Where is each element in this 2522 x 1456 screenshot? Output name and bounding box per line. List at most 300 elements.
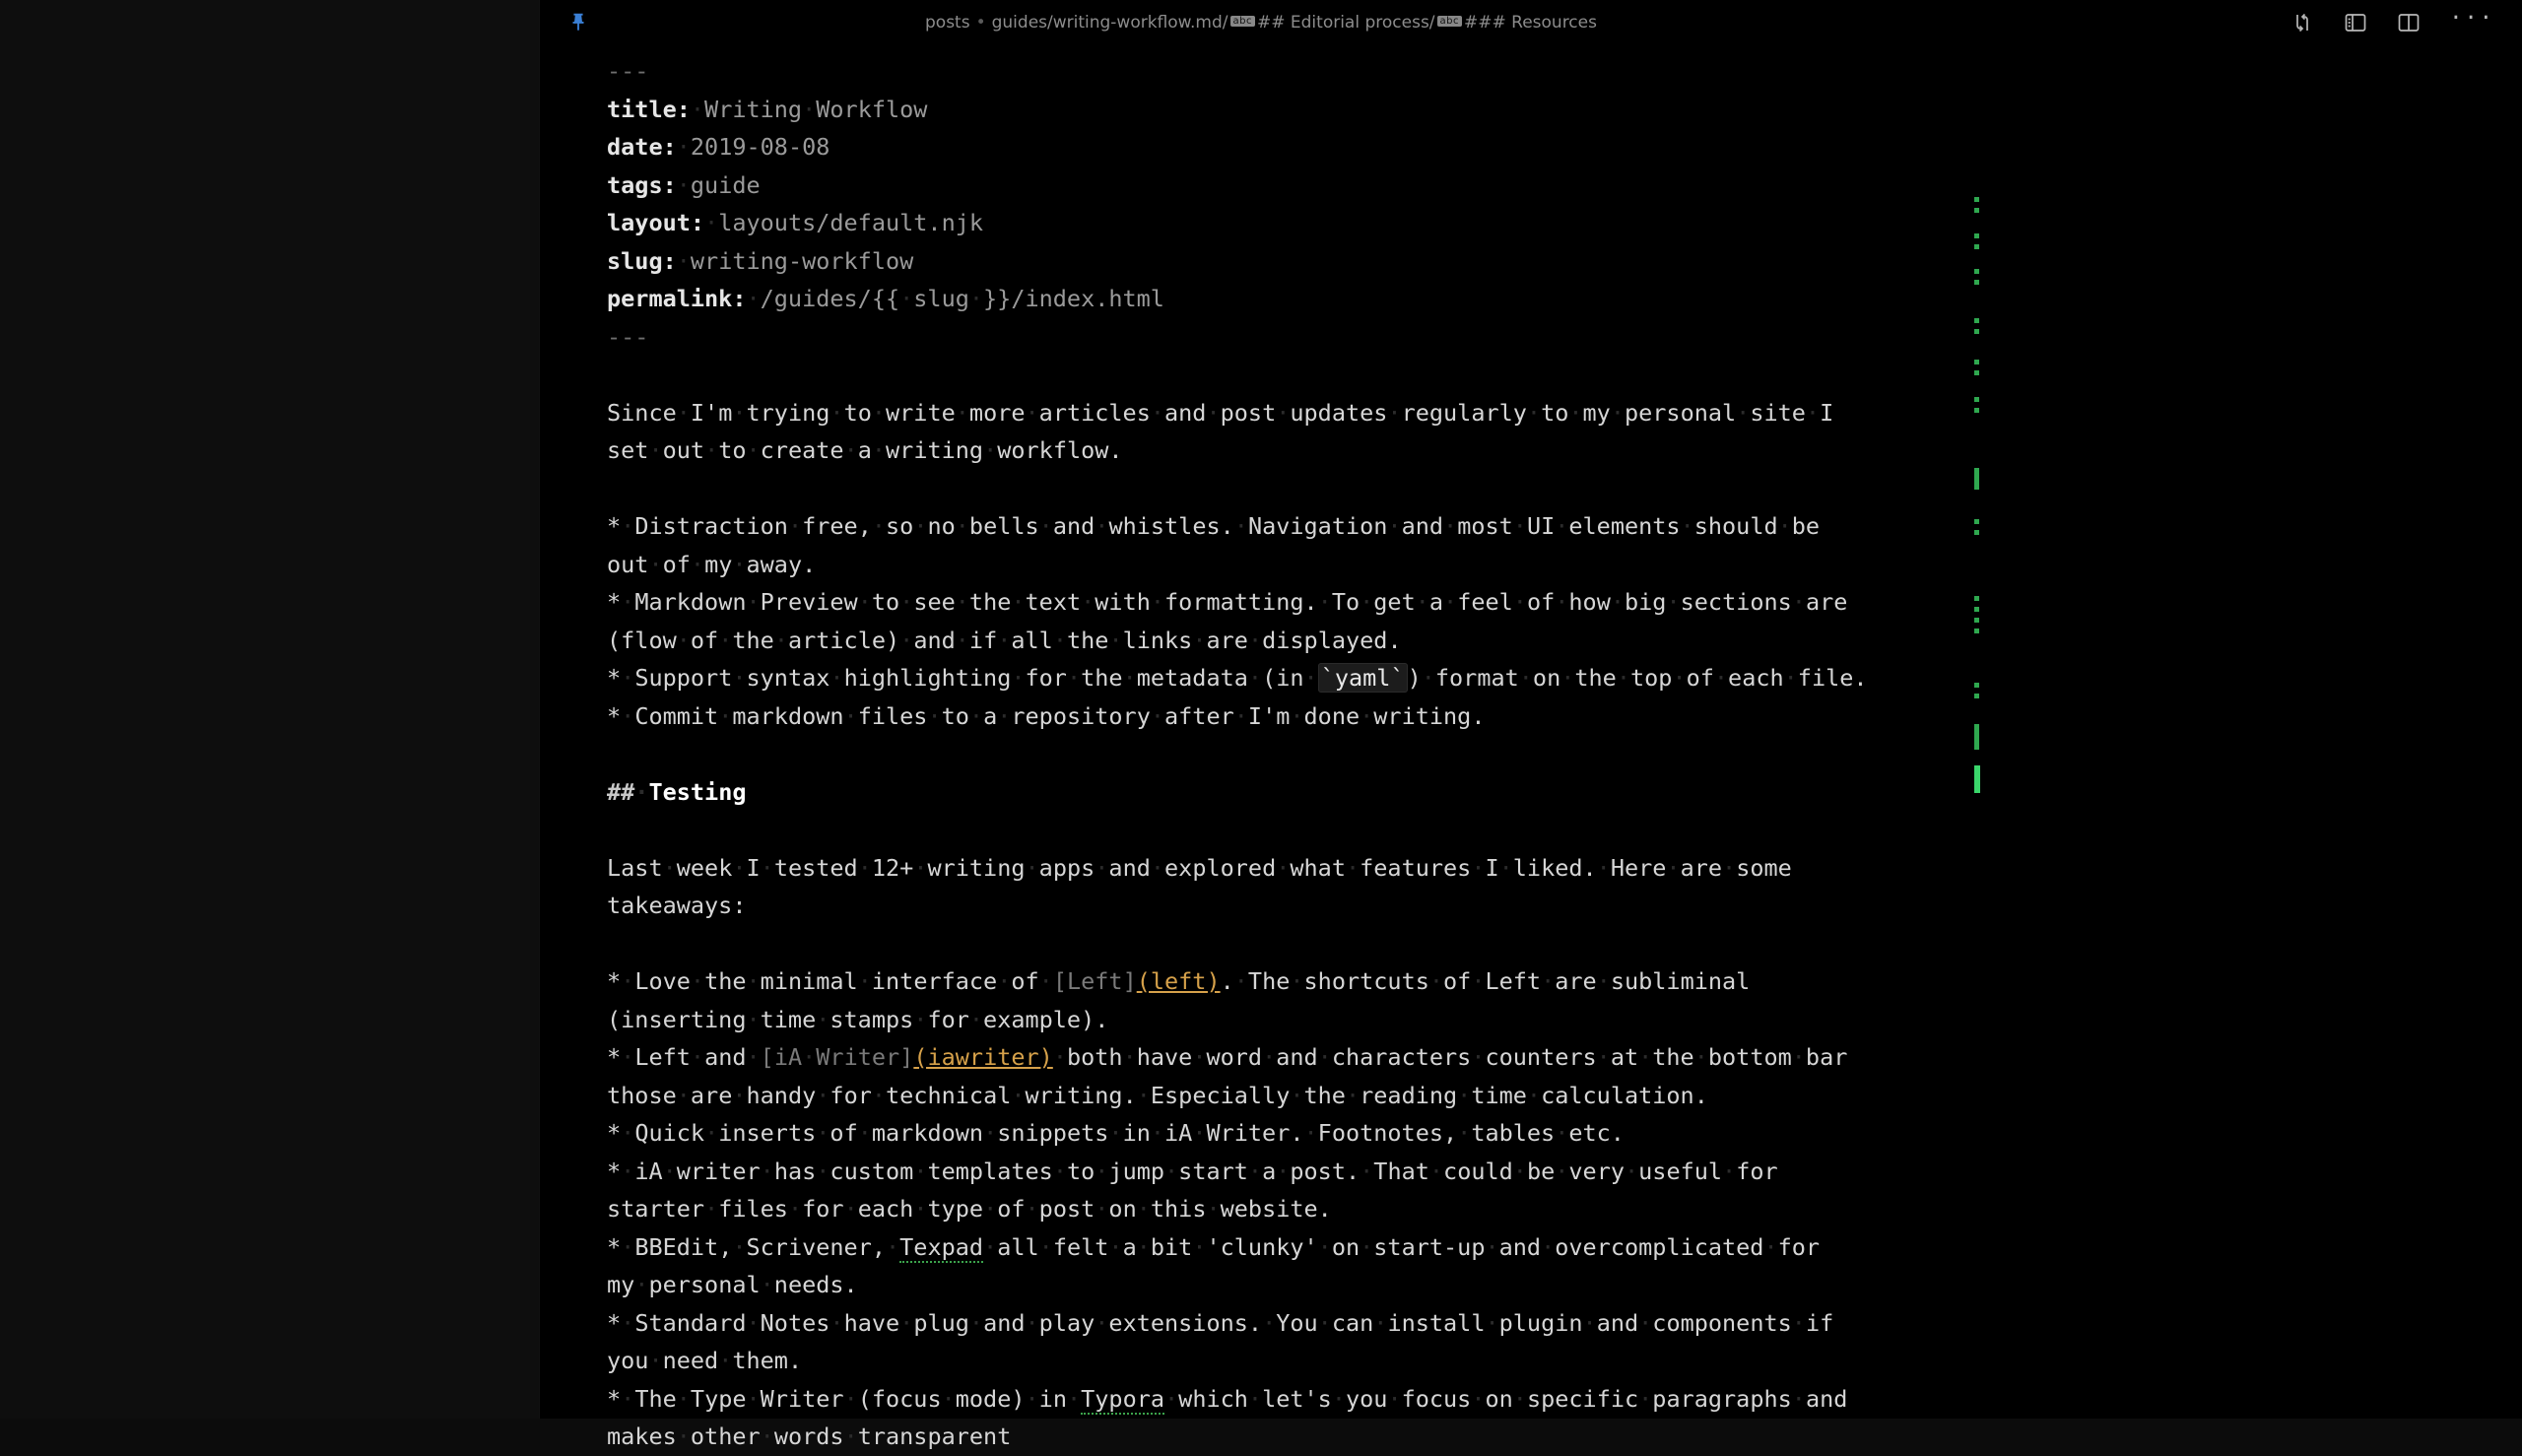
space-dot: · <box>816 1157 830 1185</box>
space-dot: · <box>983 1195 998 1223</box>
editor-line[interactable] <box>540 1077 2522 1115</box>
space-dot: · <box>621 1043 635 1071</box>
editor-line[interactable] <box>540 546 2522 584</box>
space-dot: · <box>1555 1157 1569 1185</box>
space-dot: · <box>760 1423 774 1450</box>
space-dot: · <box>746 285 761 312</box>
space-dot: · <box>955 398 969 427</box>
space-dot: · <box>997 967 1012 995</box>
space-dot: · <box>830 1308 844 1337</box>
space-dot: · <box>1722 853 1737 882</box>
space-dot: · <box>773 626 788 654</box>
space-dot: · <box>1526 398 1542 427</box>
editor-line[interactable] <box>540 622 2522 660</box>
space-dot: · <box>1233 967 1248 995</box>
line-text: --- <box>607 57 649 85</box>
space-dot: · <box>718 626 733 654</box>
line-text: --- <box>607 322 649 351</box>
markdown-document[interactable] <box>540 52 2522 1456</box>
editor-line[interactable] <box>540 1114 2522 1153</box>
line-text: writing-workflow <box>690 246 914 275</box>
line-text: /index.html <box>1011 285 1164 312</box>
space-dot: · <box>1150 588 1165 616</box>
space-dot: · <box>1736 398 1751 427</box>
editor-line[interactable] <box>540 811 2522 849</box>
space-dot: · <box>1387 512 1402 540</box>
space-dot: · <box>621 1119 635 1147</box>
space-dot: · <box>676 398 691 427</box>
space-dot: · <box>1791 588 1806 616</box>
line-text <box>634 778 648 806</box>
space-dot: · <box>955 588 969 616</box>
misspelled-word[interactable]: Texpad <box>899 1232 984 1261</box>
breadcrumb-part-1[interactable]: posts <box>925 12 970 33</box>
space-dot: · <box>1025 1384 1039 1413</box>
line-text: *·Markdown·Preview·to·see·the·text·with·formatting.·To·get·a·feel·of·how·big·sections·are <box>607 588 1848 616</box>
space-dot: · <box>746 1308 761 1337</box>
space-dot: · <box>1625 1157 1639 1185</box>
space-dot: · <box>1317 1308 1332 1337</box>
space-dot: · <box>927 701 942 730</box>
space-dot: · <box>1025 1195 1039 1223</box>
line-text: guide <box>690 170 761 199</box>
space-dot: · <box>746 967 761 995</box>
space-dot: · <box>1387 398 1402 427</box>
editor-line[interactable] <box>540 394 2522 432</box>
editor-line[interactable] <box>540 849 2522 888</box>
breadcrumb-part-4[interactable]: ### Resources <box>1464 12 1597 33</box>
space-dot: · <box>718 701 733 730</box>
editor-line[interactable] <box>540 280 2522 318</box>
editor-line[interactable] <box>540 128 2522 166</box>
space-dot: · <box>676 1423 691 1450</box>
space-dot: · <box>1290 1081 1304 1109</box>
space-dot: · <box>1387 1384 1402 1413</box>
space-dot: · <box>1471 1384 1486 1413</box>
editor-line[interactable] <box>540 583 2522 622</box>
space-dot: · <box>1247 1157 1263 1185</box>
editor-line[interactable] <box>540 659 2522 697</box>
space-dot: · <box>871 436 887 464</box>
line-text: *·iA·writer·has·custom·templates·to·jump·start·a·post.·That·could·be·very·useful·for <box>607 1157 1778 1185</box>
space-dot: · <box>1150 853 1165 882</box>
space-dot: · <box>1011 588 1026 616</box>
space-dot: · <box>1805 398 1821 427</box>
space-dot: · <box>816 1081 830 1109</box>
space-dot: · <box>899 626 914 654</box>
line-text: ·both·have·word·and·characters·counters·at·the·bottom·bar <box>1052 1043 1848 1071</box>
space-dot: · <box>1290 967 1304 995</box>
frontmatter-key: date: <box>607 133 677 161</box>
space-dot: · <box>746 1043 761 1071</box>
space-dot: · <box>1276 1157 1291 1185</box>
editor-line[interactable] <box>540 1001 2522 1039</box>
space-dot: · <box>1443 588 1458 616</box>
space-dot: · <box>857 588 872 616</box>
line-text: Last·week·I·tested·12+·writing·apps·and·explored·what·features·I·liked.·Here·are·some <box>607 853 1792 882</box>
space-dot: · <box>1666 588 1681 616</box>
line-text: starter·files·for·each·type·of·post·on·this·website. <box>607 1195 1332 1223</box>
space-dot: · <box>983 1232 998 1261</box>
space-dot: · <box>1095 1157 1109 1185</box>
space-dot: · <box>704 1195 719 1223</box>
space-dot: · <box>830 398 844 427</box>
space-dot: · <box>1233 701 1248 730</box>
space-dot: · <box>857 1119 872 1147</box>
space-dot: · <box>1722 1157 1737 1185</box>
editor-line[interactable] <box>540 887 2522 925</box>
editor-line[interactable] <box>540 925 2522 963</box>
space-dot: · <box>843 1423 858 1450</box>
space-dot: · <box>732 1081 747 1109</box>
space-dot: · <box>1555 1119 1569 1147</box>
space-dot: · <box>1095 1308 1109 1337</box>
space-dot: · <box>1791 1308 1806 1337</box>
space-dot: · <box>1150 701 1165 730</box>
space-dot: · <box>1471 1043 1486 1071</box>
space-dot: · <box>648 436 663 464</box>
line-text: my·personal·needs. <box>607 1271 858 1298</box>
editor-line[interactable] <box>540 431 2522 470</box>
space-dot: · <box>968 285 984 312</box>
space-dot: · <box>634 1271 649 1298</box>
space-dot: · <box>1672 664 1687 692</box>
space-dot: · <box>1638 1384 1653 1413</box>
space-dot: · <box>1095 1195 1109 1223</box>
space-dot: · <box>676 1081 691 1109</box>
space-dot: · <box>1052 626 1067 654</box>
space-dot: · <box>1136 1081 1151 1109</box>
space-dot: · <box>899 588 914 616</box>
space-dot: · <box>704 1119 719 1147</box>
abc-badge-1: abc <box>1230 16 1255 27</box>
space-dot: · <box>1415 588 1429 616</box>
space-dot: · <box>662 1157 677 1185</box>
heading-text: Testing <box>648 777 747 806</box>
editor-line[interactable] <box>540 318 2522 357</box>
link-label <box>1053 967 1137 995</box>
space-dot: · <box>1512 588 1527 616</box>
space-dot: · <box>746 588 761 616</box>
line-text: takeaways: <box>607 892 747 919</box>
space-dot: · <box>899 1308 914 1337</box>
frontmatter-key: tags: <box>607 170 677 199</box>
space-dot: · <box>732 398 747 427</box>
space-dot: · <box>857 853 872 882</box>
space-dot: · <box>732 550 747 578</box>
space-dot: · <box>1164 1384 1179 1413</box>
space-dot: · <box>1136 1232 1151 1261</box>
editor-line[interactable] <box>540 773 2522 812</box>
space-dot: · <box>913 512 928 540</box>
editor-line[interactable] <box>540 91 2522 129</box>
line-text: *·Left·and· <box>607 1043 761 1071</box>
space-dot: · <box>1512 1384 1527 1413</box>
space-dot: · <box>843 1195 858 1223</box>
space-dot: · <box>787 512 803 540</box>
space-dot: · <box>1457 1119 1472 1147</box>
space-dot: · <box>1262 1308 1277 1337</box>
space-dot: · <box>941 1384 956 1413</box>
editor-line[interactable] <box>540 962 2522 1001</box>
editor-line[interactable] <box>540 735 2522 773</box>
space-dot: · <box>648 550 663 578</box>
space-dot: · <box>1345 853 1361 882</box>
space-dot: · <box>1560 664 1575 692</box>
editor-line[interactable] <box>540 1342 2522 1380</box>
line-text <box>691 96 704 123</box>
space-dot: · <box>1541 967 1556 995</box>
title-bar <box>0 0 2522 44</box>
editor-line[interactable] <box>540 697 2522 736</box>
line-text <box>677 133 691 161</box>
space-dot: · <box>857 967 872 995</box>
editor-line[interactable] <box>540 1380 2522 1419</box>
space-dot: · <box>704 209 719 236</box>
space-dot: · <box>843 701 858 730</box>
space-dot: · <box>1122 1043 1137 1071</box>
line-text <box>704 209 718 236</box>
space-dot: · <box>1791 1043 1806 1071</box>
line-text: .·The·shortcuts·of·Left·are·subliminal <box>1220 967 1751 995</box>
space-dot: · <box>1052 1043 1067 1071</box>
space-dot: · <box>1713 664 1729 692</box>
space-dot: · <box>913 1195 928 1223</box>
space-dot: · <box>1303 1119 1318 1147</box>
space-dot: · <box>690 550 705 578</box>
space-dot: · <box>1108 626 1123 654</box>
space-dot: · <box>676 246 691 275</box>
space-dot: · <box>1791 1384 1806 1413</box>
line-text: Writing·Workflow <box>704 95 928 123</box>
link-label <box>761 1043 914 1071</box>
space-dot: · <box>1317 1232 1332 1261</box>
editor-line[interactable] <box>540 507 2522 546</box>
space-dot: · <box>1555 512 1569 540</box>
space-dot: · <box>816 1005 830 1033</box>
space-dot: · <box>1025 398 1039 427</box>
space-dot: · <box>1095 853 1109 882</box>
misspelled-word[interactable]: Typora <box>1081 1384 1165 1413</box>
line-text: out·of·my·away. <box>607 550 817 578</box>
more-options-icon[interactable]: ··· <box>2449 5 2494 31</box>
space-dot: · <box>690 1043 705 1071</box>
sync-icon[interactable] <box>2290 10 2315 35</box>
line-text: 2019-08-08 <box>690 133 830 161</box>
space-dot: · <box>662 853 677 882</box>
line-text: ·which·let's·you·focus·on·specific·paragraphs·and <box>1164 1384 1848 1413</box>
editor-line[interactable] <box>540 52 2522 91</box>
line-text: makes·other·words·transparent <box>607 1423 1012 1450</box>
space-dot: · <box>1164 1157 1179 1185</box>
frontmatter-key: permalink: <box>607 285 747 312</box>
space-dot: · <box>1108 1119 1123 1147</box>
editor-line[interactable] <box>540 1190 2522 1228</box>
space-dot: · <box>1541 1232 1556 1261</box>
template-expression <box>872 285 1012 312</box>
editor-line[interactable] <box>540 1418 2522 1456</box>
line-text: those·are·handy·for·technical·writing.·Especially·the·reading·time·calculation. <box>607 1081 1708 1109</box>
space-dot: · <box>621 1232 635 1261</box>
space-dot: · <box>1680 512 1694 540</box>
link-target[interactable]: (iawriter) <box>913 1043 1053 1071</box>
breadcrumb-part-2[interactable]: guides/writing-workflow.md/ <box>991 12 1228 33</box>
space-dot: · <box>1555 588 1569 616</box>
space-dot: · <box>997 701 1012 730</box>
space-dot: · <box>1471 853 1486 882</box>
editor-line[interactable] <box>540 356 2522 394</box>
space-dot: · <box>1233 512 1248 540</box>
space-dot: · <box>1247 664 1263 692</box>
space-dot: · <box>1638 1043 1653 1071</box>
space-dot: · <box>1443 512 1458 540</box>
space-dot: · <box>1498 853 1513 882</box>
space-dot: · <box>1290 701 1304 730</box>
space-dot: · <box>955 512 969 540</box>
space-dot: · <box>1693 1043 1708 1071</box>
inline-code: `yaml` <box>1318 663 1408 693</box>
frontmatter-key: slug: <box>607 246 677 275</box>
line-text: )·format·on·the·top·of·each·file. <box>1407 664 1868 692</box>
space-dot: · <box>1360 1232 1374 1261</box>
space-dot: · <box>1038 967 1053 995</box>
space-dot: · <box>1150 398 1165 427</box>
line-text: ·/guides/ <box>746 285 872 312</box>
split-view-icon[interactable] <box>2396 10 2422 35</box>
space-dot: · <box>1345 1081 1361 1109</box>
line-text: [iA·Writer] <box>760 1043 914 1071</box>
space-dot: · <box>1317 1043 1332 1071</box>
editor-line[interactable] <box>540 1228 2522 1267</box>
space-dot: · <box>690 95 705 123</box>
space-dot: · <box>648 1347 663 1374</box>
line-text: ·all·felt·a·bit·'clunky'·on·start-up·and·overcomplicated·for <box>983 1232 1821 1261</box>
space-dot: · <box>1331 1384 1346 1413</box>
space-dot: · <box>704 436 719 464</box>
space-dot: · <box>621 967 635 995</box>
space-dot: · <box>621 701 635 730</box>
space-dot: · <box>760 853 774 882</box>
editor-line[interactable] <box>540 1038 2522 1077</box>
space-dot: · <box>1596 853 1611 882</box>
line-text: *·Distraction·free,·so·no·bells·and·whistles.·Navigation·and·most·UI·elements·should·be <box>607 512 1821 540</box>
space-dot: · <box>1122 664 1137 692</box>
line-text: *·Support·syntax·highlighting·for·the·metadata·(in· <box>607 664 1318 692</box>
scroll-rail[interactable] <box>2518 44 2522 1419</box>
space-dot: · <box>830 664 844 692</box>
line-text: *·Commit·markdown·files·to·a·repository·after·I'm·done·writing. <box>607 701 1486 730</box>
space-dot: · <box>1206 1195 1221 1223</box>
space-dot: · <box>899 285 914 312</box>
line-text: {{·slug·}} <box>871 285 1012 312</box>
editor-line[interactable] <box>540 204 2522 242</box>
space-dot: · <box>955 626 969 654</box>
line-text: *·Quick·inserts·of·markdown·snippets·in·iA·Writer.·Footnotes,·tables·etc. <box>607 1119 1625 1147</box>
panel-layout-icon[interactable] <box>2343 10 2368 35</box>
breadcrumb <box>0 0 2522 44</box>
space-dot: · <box>1276 398 1291 427</box>
space-dot: · <box>1136 1195 1151 1223</box>
line-text: *·The·Type·Writer·(focus·mode)·in· <box>607 1384 1082 1413</box>
breadcrumb-part-3[interactable]: ## Editorial process/ <box>1257 12 1435 33</box>
space-dot: · <box>968 701 984 730</box>
line-text: you·need·them. <box>607 1347 803 1374</box>
space-dot: · <box>1108 1232 1123 1261</box>
space-dot: · <box>746 436 761 464</box>
link-target[interactable]: (left) <box>1136 967 1221 995</box>
space-dot: · <box>1025 853 1039 882</box>
frontmatter-key: title: <box>607 95 691 123</box>
space-dot: · <box>1428 967 1444 995</box>
line-text: *·BBEdit,·Scrivener,· <box>607 1232 900 1261</box>
space-dot: · <box>913 1157 928 1185</box>
space-dot: · <box>1360 1157 1374 1185</box>
space-dot: · <box>968 1005 984 1033</box>
space-dot: · <box>802 95 817 123</box>
editor-line[interactable] <box>540 470 2522 508</box>
line-text: layouts/default.njk <box>718 209 984 236</box>
editor-line[interactable] <box>540 166 2522 205</box>
space-dot: · <box>816 1119 830 1147</box>
space-dot: · <box>1373 1308 1388 1337</box>
frontmatter-key: layout: <box>607 209 705 236</box>
editor-pane[interactable] <box>540 44 2522 1450</box>
editor-line[interactable] <box>540 1153 2522 1191</box>
space-dot: · <box>1568 398 1583 427</box>
space-dot: · <box>1610 588 1626 616</box>
space-dot: · <box>1485 1308 1499 1337</box>
space-dot: · <box>968 1308 984 1337</box>
space-dot: · <box>1247 1384 1263 1413</box>
editor-line[interactable] <box>540 1266 2522 1304</box>
space-dot: · <box>621 1308 635 1337</box>
space-dot: · <box>760 1157 774 1185</box>
line-text: Since·I'm·trying·to·write·more·articles·and·post·updates·regularly·to·my·personal·site·I <box>607 398 1834 427</box>
space-dot: · <box>621 664 635 692</box>
editor-line[interactable] <box>540 1304 2522 1343</box>
space-dot: · <box>1582 1308 1597 1337</box>
editor-line[interactable] <box>540 242 2522 281</box>
line-text <box>677 247 691 275</box>
space-dot: · <box>1596 967 1611 995</box>
toolbar <box>2290 0 2494 44</box>
space-dot: · <box>1192 1043 1207 1071</box>
abc-badge-2: abc <box>1437 16 1462 27</box>
space-dot: · <box>1317 588 1332 616</box>
line-text: [Left] <box>1052 967 1137 995</box>
space-dot: · <box>746 1384 761 1413</box>
space-dot: · <box>1038 512 1053 540</box>
line-text: (inserting·time·stamps·for·example). <box>607 1005 1109 1033</box>
space-dot: · <box>732 664 747 692</box>
space-dot: · <box>1360 701 1374 730</box>
space-dot: · <box>1471 967 1486 995</box>
space-dot: · <box>1616 664 1630 692</box>
space-dot: · <box>1763 1232 1778 1261</box>
space-dot: · <box>621 1157 635 1185</box>
space-dot: · <box>1596 1043 1611 1071</box>
space-dot: · <box>1428 1157 1444 1185</box>
space-dot: · <box>913 1005 928 1033</box>
space-dot: · <box>997 626 1012 654</box>
space-dot: · <box>1512 512 1527 540</box>
space-dot: · <box>1262 1043 1277 1071</box>
space-dot: · <box>843 1384 858 1413</box>
space-dot: · <box>983 1119 998 1147</box>
space-dot: · <box>760 1271 774 1298</box>
space-dot: · <box>732 1232 747 1261</box>
space-dot: · <box>787 1195 803 1223</box>
